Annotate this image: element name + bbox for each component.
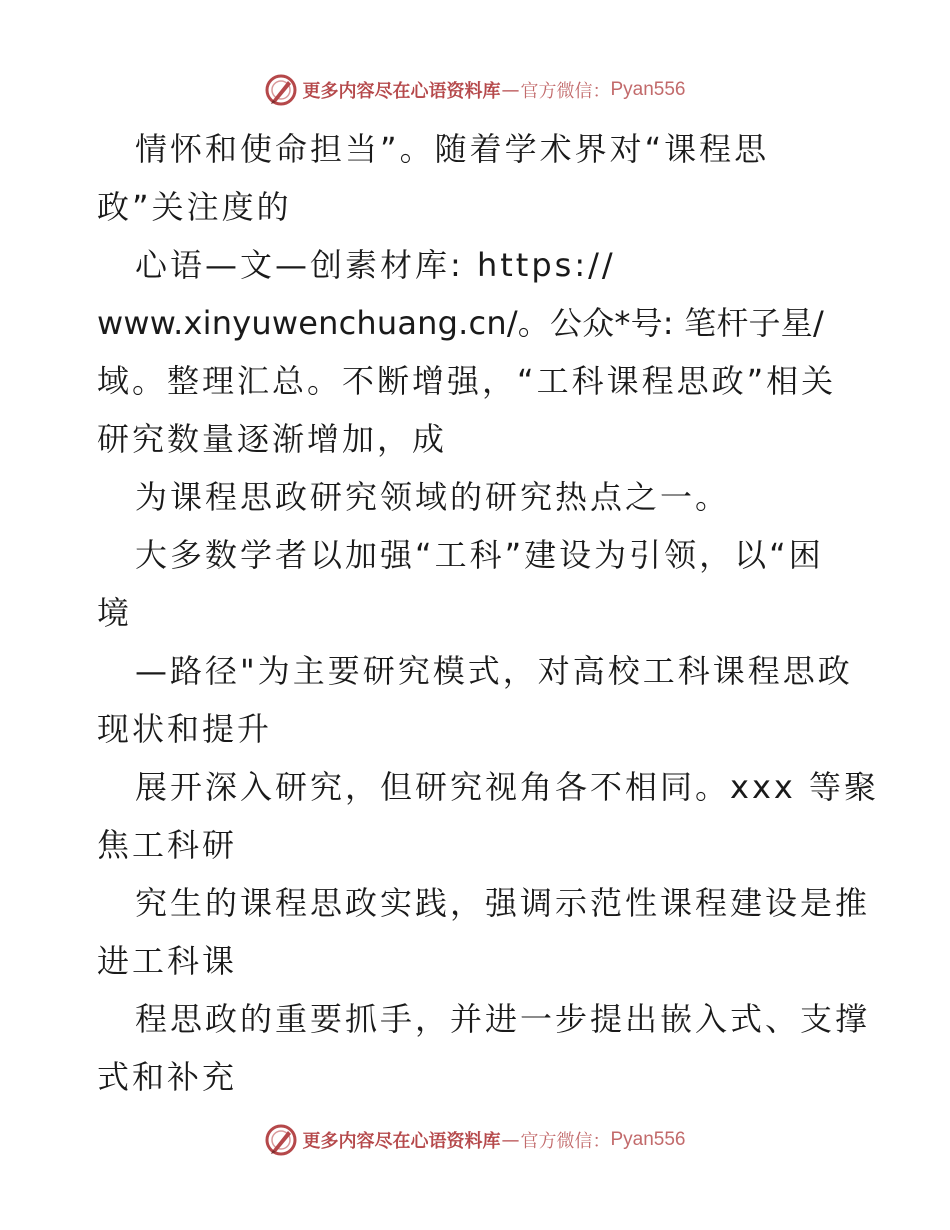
text-line: www.xinyuwenchuang.cn/。公众*号: 笔杆子星/	[97, 304, 824, 342]
text-line: 为课程思政研究领域的研究热点之一。	[135, 478, 731, 516]
text-line: 程思政的重要抓手，并进一步提出嵌入式、支撑	[135, 1000, 871, 1038]
text-line: 焦工科研	[97, 826, 238, 864]
pen-logo-icon	[264, 73, 298, 107]
banner-wechat-id: Pyan556	[610, 1129, 686, 1150]
header-banner	[0, 70, 950, 110]
document-body	[97, 120, 879, 1106]
text-line: 政”关注度的	[97, 188, 292, 226]
text-line: 进工科课	[97, 942, 238, 980]
banner-wechat-label: 官方微信：	[520, 1131, 611, 1152]
text-line: 境	[97, 594, 133, 632]
text-line: 现状和提升	[97, 710, 273, 748]
text-line: 情怀和使命担当”。随着学术界对“课程思	[135, 130, 770, 168]
text-line: 研究数量逐渐增加，成	[97, 420, 448, 458]
text-line: 式和补充	[97, 1058, 238, 1096]
text-line: 究生的课程思政实践，强调示范性课程建设是推	[135, 884, 871, 922]
text-line: 心语—文—创素材库: https://	[135, 246, 616, 284]
text-line: 域。整理汇总。不断增强，“工科课程思政”相关	[97, 362, 837, 400]
banner-site-name: 更多内容尽在心语资料库	[302, 1131, 501, 1152]
banner-separator: —	[501, 79, 520, 101]
text-line: 展开深入研究，但研究视角各不相同。xxx 等聚	[135, 768, 879, 806]
text-line: 大多数学者以加强“工科”建设为引领，以“困	[135, 536, 824, 574]
banner-wechat-label: 官方微信：	[520, 81, 611, 102]
banner-wechat-id: Pyan556	[610, 79, 686, 100]
banner-separator: —	[501, 1129, 520, 1151]
banner-site-name: 更多内容尽在心语资料库	[302, 81, 501, 102]
footer-banner	[0, 1120, 950, 1160]
pen-logo-icon	[264, 1123, 298, 1157]
text-line: —路径"为主要研究模式，对高校工科课程思政	[135, 652, 853, 690]
